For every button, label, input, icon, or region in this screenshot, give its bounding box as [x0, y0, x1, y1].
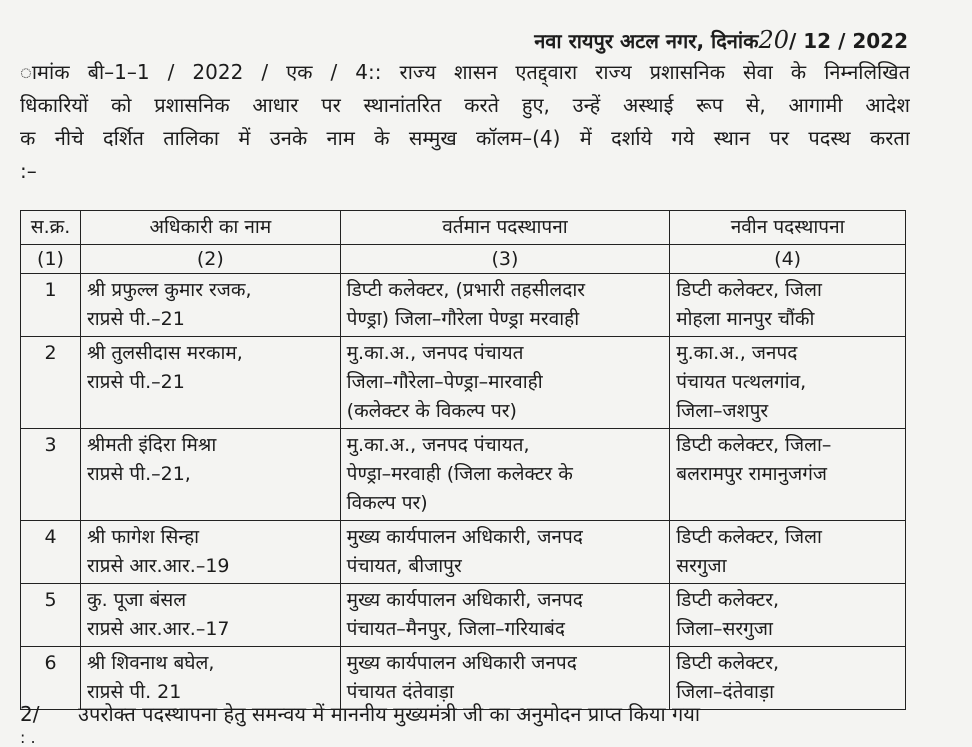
row-serial: 4 [21, 521, 81, 584]
header-current-posting: वर्तमान पदस्थापना [340, 211, 670, 245]
new-posting-line: सरगुजा [676, 555, 727, 577]
footer-dots: : . [20, 728, 36, 747]
table-row [21, 429, 906, 521]
row-serial: 3 [21, 429, 81, 521]
order-line-2: धिकारियों को प्रशासनिक आधार पर स्थानांतरित करते हुए, उन्हें अस्थाई रूप से, आगामी आदेश [20, 93, 910, 117]
order-line-4: :– [20, 159, 37, 183]
column-number: (4) [670, 245, 906, 274]
new-posting-cell [670, 337, 906, 429]
table-row [21, 337, 906, 429]
officer-cadre: राप्रसे पी. 21 [86, 681, 182, 703]
officer-name: श्रीमती इंदिरा मिश्रा [86, 434, 217, 456]
new-posting-line: डिप्टी कलेक्टर, जिला– [676, 434, 832, 456]
header-new-posting: नवीन पदस्थापना [670, 211, 906, 245]
officer-name: श्री तुलसीदास मरकाम, [86, 342, 243, 364]
new-posting-line: बलरामपुर रामानुजगंज [676, 463, 828, 485]
table-row [21, 274, 906, 337]
column-number: (1) [21, 245, 81, 274]
new-posting-line: मु.का.अ., जनपद [676, 342, 798, 364]
current-posting-cell [340, 337, 670, 429]
row-serial: 5 [21, 584, 81, 647]
current-posting-line: मुख्य कार्यपालन अधिकारी, जनपद [346, 526, 583, 548]
row-serial: 1 [21, 274, 81, 337]
new-posting-cell [670, 429, 906, 521]
officer-name: श्री फागेश सिन्हा [86, 526, 200, 548]
officer-name: श्री शिवनाथ बघेल, [86, 652, 215, 674]
current-posting-cell [340, 584, 670, 647]
officer-name-cell [80, 429, 340, 521]
new-posting-cell [670, 521, 906, 584]
column-number-row [21, 245, 906, 274]
officer-cadre: राप्रसे पी.–21 [86, 371, 185, 393]
officer-name: श्री प्रफुल्ल कुमार रजक, [86, 279, 252, 301]
transfer-table [20, 210, 906, 710]
officer-name-cell [80, 521, 340, 584]
officer-name-cell [80, 274, 340, 337]
current-posting-line: पेण्ड्रा) जिला–गौरेला पेण्ड्रा मरवाही [346, 308, 580, 330]
officer-cadre: राप्रसे पी.–21, [86, 463, 191, 485]
officer-cadre: राप्रसे पी.–21 [86, 308, 185, 330]
current-posting-line: (कलेक्टर के विकल्प पर) [346, 400, 517, 422]
new-posting-line: डिप्टी कलेक्टर, [676, 589, 780, 611]
current-posting-cell [340, 274, 670, 337]
row-serial: 2 [21, 337, 81, 429]
current-posting-line: मुख्य कार्यपालन अधिकारी जनपद [346, 652, 577, 674]
table-row [21, 521, 906, 584]
order-paragraph [20, 56, 910, 188]
current-posting-line: विकल्प पर) [346, 492, 428, 514]
officer-cadre: राप्रसे आर.आर.–17 [86, 618, 230, 640]
table-header-row [21, 211, 906, 245]
header-serial: स.क्र. [21, 211, 81, 245]
footer-text: उपरोक्त पदस्थापना हेतु समन्वय में माननीय मुख्यमंत्री जी का अनुमोदन प्राप्त किया गया [78, 702, 701, 726]
dateline [534, 26, 908, 54]
column-number: (3) [340, 245, 670, 274]
header-officer-name: अधिकारी का नाम [80, 211, 340, 245]
order-line-3: क नीचे दर्शित तालिका में उनके नाम के सम्मुख कॉलम–(4) में दर्शाये गये स्थान पर पदस्थ करता [20, 126, 910, 150]
officer-name-cell [80, 584, 340, 647]
current-posting-line: पंचायत–मैनपुर, जिला–गरियाबंद [346, 618, 565, 640]
current-posting-line: पंचायत, बीजापुर [346, 555, 462, 577]
new-posting-line: जिला–जशपुर [676, 400, 769, 422]
dateline-month-year: / 12 / 2022 [789, 29, 908, 53]
current-posting-line: मु.का.अ., जनपद पंचायत [346, 342, 524, 364]
current-posting-line: पेण्ड्रा–मरवाही (जिला कलेक्टर के [346, 463, 573, 485]
current-posting-cell [340, 429, 670, 521]
current-posting-line: पंचायत दंतेवाड़ा [346, 681, 454, 703]
footer-paragraph [20, 700, 910, 747]
new-posting-line: डिप्टी कलेक्टर, जिला [676, 279, 822, 301]
new-posting-line: जिला–सरगुजा [676, 618, 773, 640]
current-posting-line: मुख्य कार्यपालन अधिकारी, जनपद [346, 589, 583, 611]
new-posting-cell [670, 274, 906, 337]
officer-cadre: राप्रसे आर.आर.–19 [86, 555, 230, 577]
officer-name-cell [80, 337, 340, 429]
new-posting-line: जिला–दंतेवाड़ा [676, 681, 775, 703]
column-number: (2) [80, 245, 340, 274]
dateline-day-handwritten: 20 [758, 26, 789, 54]
order-line-1: ामांक बी–1–1 / 2022 / एक / 4:: राज्य शासन एतद्द्वारा राज्य प्रशासनिक सेवा के निम्नलिखित [20, 60, 910, 84]
new-posting-line: मोहला मानपुर चौंकी [676, 308, 815, 330]
dateline-place: नवा रायपुर अटल नगर, दिनांक [534, 29, 759, 53]
new-posting-line: पंचायत पत्थलगांव, [676, 371, 807, 393]
table-row [21, 584, 906, 647]
new-posting-line: डिप्टी कलेक्टर, जिला [676, 526, 822, 548]
officer-name: कु. पूजा बंसल [86, 589, 187, 611]
current-posting-line: डिप्टी कलेक्टर, (प्रभारी तहसीलदार [346, 279, 586, 301]
footer-paragraph-number: 2/ [20, 702, 40, 726]
row-serial: 6 [21, 647, 81, 710]
current-posting-cell [340, 521, 670, 584]
current-posting-line: मु.का.अ., जनपद पंचायत, [346, 434, 530, 456]
new-posting-line: डिप्टी कलेक्टर, [676, 652, 780, 674]
new-posting-cell [670, 584, 906, 647]
current-posting-line: जिला–गौरेला–पेण्ड्रा–मारवाही [346, 371, 543, 393]
